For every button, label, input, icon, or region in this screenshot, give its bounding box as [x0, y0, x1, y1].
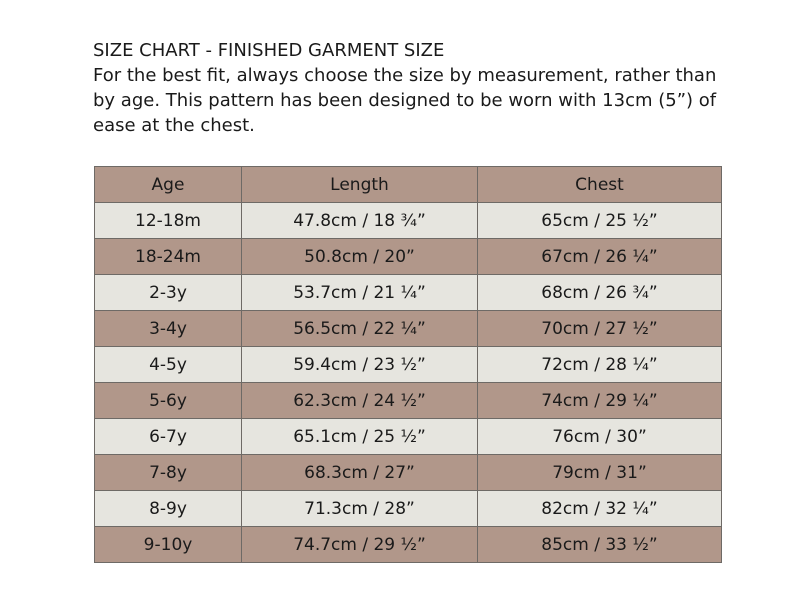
cell-length: 74.7cm / 29 ½”	[242, 527, 478, 563]
table-row	[95, 383, 722, 419]
table-row	[95, 455, 722, 491]
cell-length: 56.5cm / 22 ¼”	[242, 311, 478, 347]
cell-chest: 70cm / 27 ½”	[478, 311, 722, 347]
table-row	[95, 527, 722, 563]
cell-chest: 79cm / 31”	[478, 455, 722, 491]
cell-age: 7-8y	[95, 455, 242, 491]
cell-chest: 68cm / 26 ¾”	[478, 275, 722, 311]
table-row	[95, 275, 722, 311]
table-row	[95, 203, 722, 239]
table-row	[95, 311, 722, 347]
cell-age: 4-5y	[95, 347, 242, 383]
cell-chest: 67cm / 26 ¼”	[478, 239, 722, 275]
cell-length: 47.8cm / 18 ¾”	[242, 203, 478, 239]
cell-age: 18-24m	[95, 239, 242, 275]
header-length: Length	[242, 167, 478, 203]
cell-length: 68.3cm / 27”	[242, 455, 478, 491]
cell-age: 6-7y	[95, 419, 242, 455]
cell-chest: 74cm / 29 ¼”	[478, 383, 722, 419]
cell-age: 2-3y	[95, 275, 242, 311]
table-header-row	[95, 167, 722, 203]
cell-length: 65.1cm / 25 ½”	[242, 419, 478, 455]
cell-length: 53.7cm / 21 ¼”	[242, 275, 478, 311]
cell-chest: 82cm / 32 ¼”	[478, 491, 722, 527]
cell-chest: 76cm / 30”	[478, 419, 722, 455]
table-row	[95, 491, 722, 527]
cell-chest: 72cm / 28 ¼”	[478, 347, 722, 383]
intro-text-block	[93, 38, 733, 138]
table-row	[95, 347, 722, 383]
cell-age: 8-9y	[95, 491, 242, 527]
cell-length: 62.3cm / 24 ½”	[242, 383, 478, 419]
size-chart-title: SIZE CHART - FINISHED GARMENT SIZE	[93, 40, 445, 61]
cell-age: 3-4y	[95, 311, 242, 347]
table-row	[95, 239, 722, 275]
cell-chest: 65cm / 25 ½”	[478, 203, 722, 239]
header-age: Age	[95, 167, 242, 203]
cell-length: 71.3cm / 28”	[242, 491, 478, 527]
size-chart-table	[94, 166, 722, 563]
size-chart-description: For the best fit, always choose the size by measurement, rather than by age. This pattern has been designed to be worn with 13cm (5”) of ease at the chest.	[93, 65, 717, 136]
cell-chest: 85cm / 33 ½”	[478, 527, 722, 563]
cell-age: 12-18m	[95, 203, 242, 239]
cell-age: 5-6y	[95, 383, 242, 419]
cell-length: 59.4cm / 23 ½”	[242, 347, 478, 383]
header-chest: Chest	[478, 167, 722, 203]
table-row	[95, 419, 722, 455]
cell-length: 50.8cm / 20”	[242, 239, 478, 275]
cell-age: 9-10y	[95, 527, 242, 563]
